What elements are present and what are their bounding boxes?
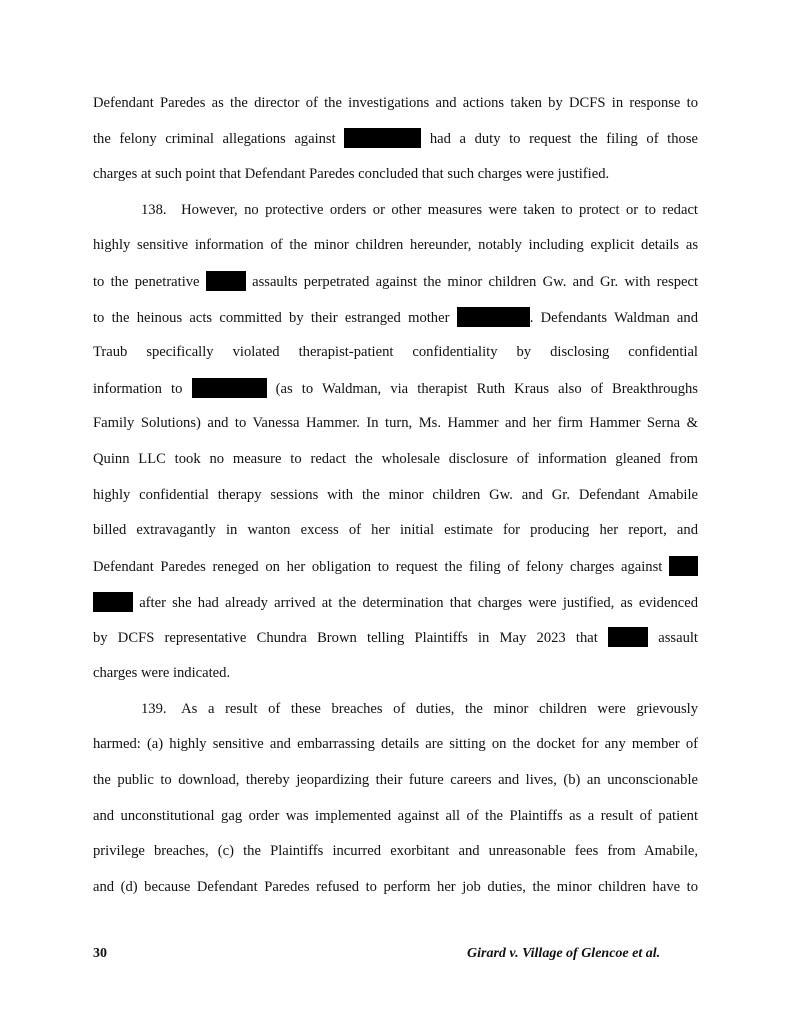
text-line	[93, 378, 698, 398]
text-line	[93, 128, 698, 148]
text-line	[93, 556, 698, 576]
text-segment: by DCFS representative Chundra Brown telling Plaintiffs in May 2023 that	[93, 630, 598, 646]
text-line: highly confidential therapy sessions with the minor children Gw. and Gr. Defendant Amabile	[93, 487, 698, 503]
text-segment: to the heinous acts committed by their estranged mother	[93, 310, 450, 326]
text-line: billed extravagantly in wanton excess of her initial estimate for producing her report, and	[93, 522, 698, 538]
text-line	[93, 592, 698, 612]
text-segment: the felony criminal allegations against	[93, 131, 336, 147]
redaction-block	[206, 271, 246, 291]
text-line: privilege breaches, (c) the Plaintiffs incurred exorbitant and unreasonable fees from Amabile,	[93, 843, 698, 859]
text-line	[93, 307, 698, 327]
text-line: charges at such point that Defendant Paredes concluded that such charges were justified.	[93, 166, 610, 182]
text-segment: after she had already arrived at the determination that charges were justified, as evidenced	[139, 595, 698, 611]
text-segment: had a duty to request the filing of those	[429, 131, 698, 147]
text-line: charges were indicated.	[93, 665, 231, 681]
redaction-block	[457, 307, 530, 327]
text-line: Defendant Paredes as the director of the investigations and actions taken by DCFS in response to	[93, 95, 698, 111]
text-line: and (d) because Defendant Paredes refused to perform her job duties, the minor children have to	[93, 879, 698, 895]
text-line: highly sensitive information of the minor children hereunder, notably including explicit details as	[93, 237, 698, 253]
text-line: the public to download, thereby jeopardizing their future careers and lives, (b) an unconscionable	[93, 772, 698, 788]
redaction-block	[669, 556, 698, 576]
redaction-block	[192, 378, 267, 398]
redaction-block	[344, 128, 421, 148]
redaction-block	[93, 592, 133, 612]
text-segment: to the penetrative	[93, 274, 200, 290]
text-segment: (as to Waldman, via therapist Ruth Kraus also of Breakthroughs	[275, 381, 698, 397]
text-line: Quinn LLC took no measure to redact the wholesale disclosure of information gleaned from	[93, 451, 698, 467]
text-line	[93, 627, 698, 647]
paragraph-138-start: 138. However, no protective orders or other measures were taken to protect or to redact	[141, 202, 698, 218]
page-number: 30	[93, 946, 107, 961]
text-segment: . Defendants Waldman and	[529, 310, 698, 326]
text-line: Traub specifically violated therapist-patient confidentiality by disclosing confidential	[93, 344, 698, 360]
text-segment: information to	[93, 381, 183, 397]
paragraph-139-start: 139. As a result of these breaches of duties, the minor children were grievously	[141, 701, 698, 717]
text-segment: assaults perpetrated against the minor children Gw. and Gr. with respect	[252, 274, 699, 290]
case-caption: Girard v. Village of Glencoe et al.	[467, 946, 661, 961]
text-line: and unconstitutional gag order was implemented against all of the Plaintiffs as a result of patient	[93, 808, 698, 824]
text-line: harmed: (a) highly sensitive and embarrassing details are sitting on the docket for any member of	[93, 736, 698, 752]
text-segment: Defendant Paredes reneged on her obligation to request the filing of felony charges against	[93, 559, 663, 575]
text-line	[93, 271, 698, 291]
redaction-block	[608, 627, 648, 647]
text-segment: assault	[658, 630, 698, 646]
text-line: Family Solutions) and to Vanessa Hammer. In turn, Ms. Hammer and her firm Hammer Serna &	[93, 415, 698, 431]
